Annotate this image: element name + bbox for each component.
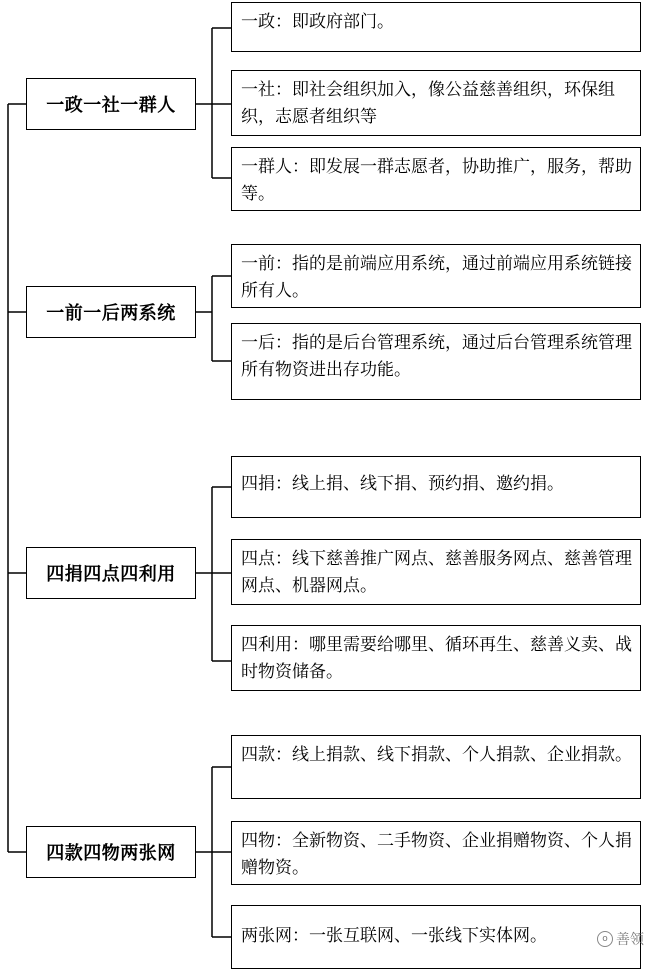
cat2-connector bbox=[196, 276, 231, 361]
item-3-2 bbox=[231, 539, 641, 605]
cat3-connector bbox=[196, 487, 231, 661]
item-1-2-text: 一社：即社会组织加入，像公益慈善组织，环保组织，志愿者组织等 bbox=[241, 80, 615, 127]
item-2-2 bbox=[231, 323, 641, 400]
category-1-box bbox=[26, 78, 196, 130]
item-1-1 bbox=[231, 2, 641, 52]
item-3-3 bbox=[231, 625, 641, 691]
item-4-1-text: 四款：线上捐款、线下捐款、个人捐款、企业捐款。 bbox=[241, 745, 632, 765]
category-2-label: 一前一后两系统 bbox=[46, 303, 176, 324]
category-1-label: 一政一社一群人 bbox=[46, 95, 176, 116]
item-4-3 bbox=[231, 905, 641, 969]
cat4-connector bbox=[196, 767, 231, 937]
item-3-2-text: 四点：线下慈善推广网点、慈善服务网点、慈善管理网点、机器网点。 bbox=[241, 549, 632, 596]
item-2-1 bbox=[231, 244, 641, 308]
category-3-label: 四捐四点四利用 bbox=[46, 564, 176, 585]
item-1-3-text: 一群人：即发展一群志愿者，协助推广，服务，帮助等。 bbox=[241, 157, 632, 204]
category-4-label: 四款四物两张网 bbox=[46, 843, 176, 864]
item-3-1 bbox=[231, 456, 641, 518]
item-2-2-text: 一后：指的是后台管理系统，通过后台管理系统管理所有物资进出存功能。 bbox=[241, 333, 632, 380]
cat1-connector bbox=[196, 28, 231, 178]
category-2-box bbox=[26, 286, 196, 338]
category-3-box bbox=[26, 547, 196, 599]
item-4-2-text: 四物：全新物资、二手物资、企业捐赠物资、个人捐赠物资。 bbox=[241, 831, 632, 878]
item-2-1-text: 一前：指的是前端应用系统，通过前端应用系统链接所有人。 bbox=[241, 254, 632, 301]
watermark-logo-icon: o bbox=[597, 931, 613, 947]
watermark bbox=[597, 929, 644, 949]
item-4-1 bbox=[231, 735, 641, 799]
category-4-box bbox=[26, 826, 196, 878]
item-4-2 bbox=[231, 821, 641, 885]
item-1-3 bbox=[231, 147, 641, 211]
item-3-1-text: 四捐：线上捐、线下捐、预约捐、邀约捐。 bbox=[241, 474, 564, 494]
item-1-2 bbox=[231, 70, 641, 136]
item-4-3-text: 两张网：一张互联网、一张线下实体网。 bbox=[241, 926, 547, 946]
item-1-1-text: 一政：即政府部门。 bbox=[241, 12, 394, 32]
watermark-text: 善领 bbox=[616, 932, 644, 948]
item-3-3-text: 四利用：哪里需要给哪里、循环再生、慈善义卖、战时物资储备。 bbox=[241, 635, 632, 682]
